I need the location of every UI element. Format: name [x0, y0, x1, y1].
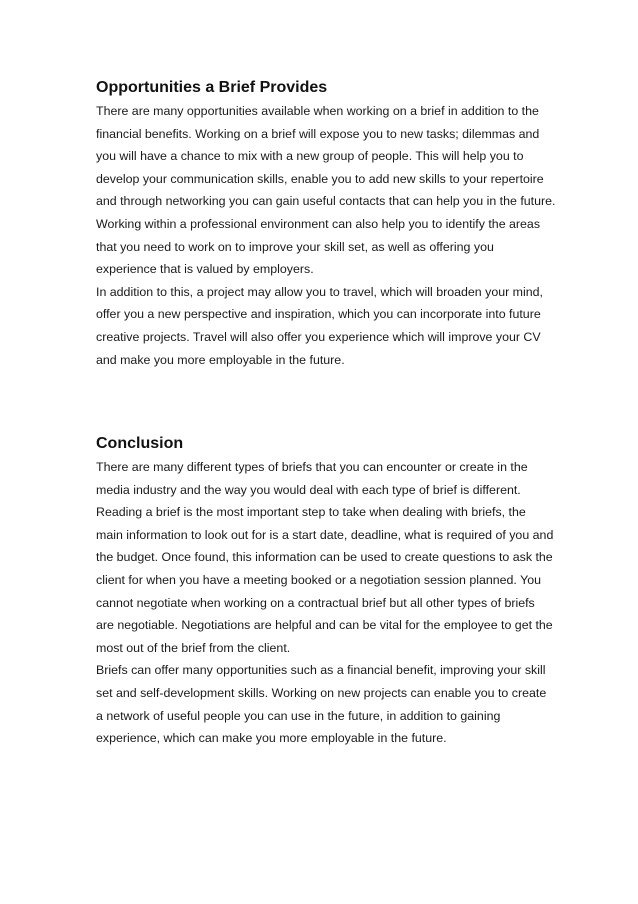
- paragraph: Briefs can offer many opportunities such as a financial benefit, improving your skill set and self-development skills. Working on new projects can enable you to create a network of useful people you can use in the future, in addition to gaining experience, which can make you more employable in the future.: [96, 663, 547, 746]
- paragraph: There are many different types of briefs that you can encounter or create in the media industry and the way you would deal with each type of brief is different. Reading a brief is the most important step to take when dealing with briefs, the main information to look out for is a start date, deadline, what is required of you and the budget. Once found, this information can be used to create questions to ask the client for when you have a meeting booked or a negotiation session planned. You cannot negotiate when working on a contractual brief but all other types of briefs are negotiable. Negotiations are helpful and can be vital for the employee to get the most out of the brief from the client.: [96, 460, 554, 655]
- section-heading: Opportunities a Brief Provides: [96, 79, 328, 96]
- section-conclusion: [96, 434, 556, 750]
- paragraph: In addition to this, a project may allow you to travel, which will broaden your mind, offer you a new perspective and inspiration, which you can incorporate into future creative projects. Travel will also offer you experience which will improve your CV and make you more employable in the future.: [96, 284, 543, 367]
- paragraph: There are many opportunities available when working on a brief in addition to the financial benefits. Working on a brief will expose you to new tasks; dilemmas and you will have a chance to mix with a new group of people. This will help you to develop your communication skills, enable you to add new skills to your repertoire and through networking you can gain useful contacts that can help you in the future.: [96, 104, 556, 209]
- paragraph: Working within a professional environment can also help you to identify the areas that you need to work on to improve your skill set, as well as offering you experience that is valued by employers.: [96, 216, 541, 277]
- section-heading: Conclusion: [96, 435, 184, 452]
- section-opportunities: [96, 78, 556, 371]
